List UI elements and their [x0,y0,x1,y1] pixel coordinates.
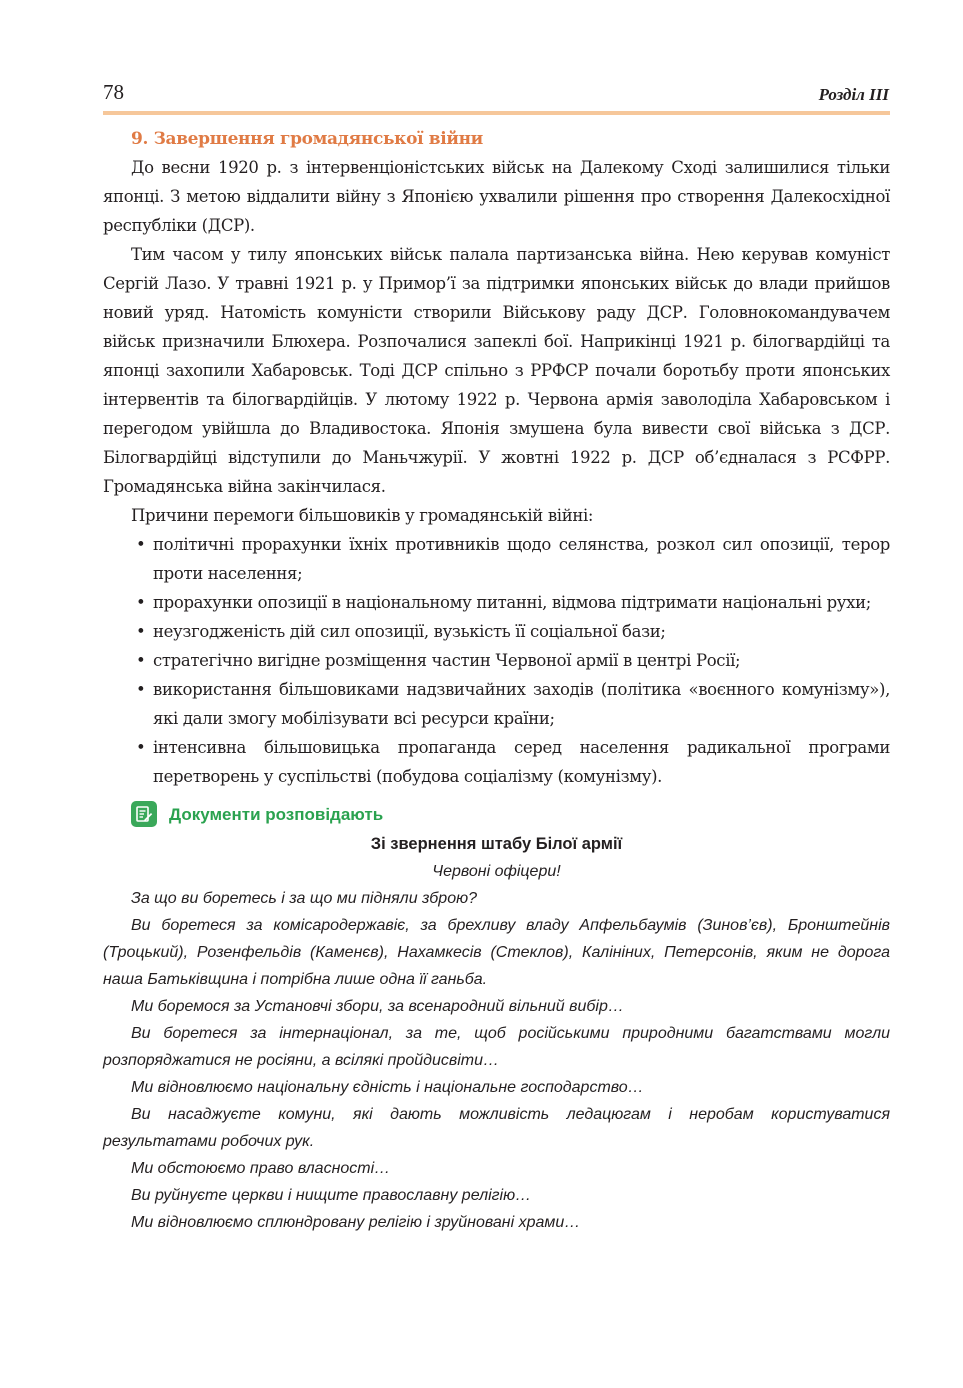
paragraph: До весни 1920 р. з інтервенціоністських військ на Далекому Сході залишилися тільки японці. З метою віддалити війну з Японією ухвалили рішення про створення Далекосхідної республіки (ДСР). [103,158,890,235]
quote-title: Зі звернення штабу Білої армії [370,835,623,853]
paragraph: Тим часом у тилу японських військ палала партизанська війна. Нею керував комуніст Сергій Лазо. У травні 1921 р. у Примор’ї за підтримки японських військ до влади прийшов новий уряд. Натомість комуністи створили Військову раду ДСР. Головнокомандувачем військ призначили Блюхера. Розпочалися запеклі бої. Наприкінці 1921 р. білогвардійці та японці захопили Хабаровськ. Тоді ДСР спільно з РРФСР почали боротьбу проти японських інтервентів та білогвардійців. У лютому 1922 р. Червона армія заволоділа Хабаровськом і перегодом увійшла до Владивостока. Японія змушена була вивести свої війська з ДСР. Білогвардійці відступили до Маньчжурії. У жовтні 1922 р. ДСР об’єдналася з РСФРР. Громадянська війна закінчилася. [103,245,890,496]
bullet-item [103,530,890,588]
bullet-icon: • [136,622,146,641]
bullet-item [103,617,890,646]
bullet-item [103,646,890,675]
bullet-text: неузгодженість дій сил опозиції, вузькість її соціальної бази; [153,622,666,641]
quote-line: Ми боремося за Установчі збори, за всенародний вільний вибір… [131,998,624,1015]
bullet-text: використання більшовиками надзвичайних заходів (політика «воєнного комунізму»), які дали змогу мобілізувати всі ресурси країни; [153,680,890,728]
quote-line: Ми відновлюємо національну єдність і національне господарство… [131,1079,644,1096]
bullet-text: прорахунки опозиції в національному питанні, відмова підтримати національні рухи; [153,593,871,612]
bullet-text: політичні прорахунки їхніх противників щодо селянства, розкол сил опозиції, терор проти населення; [153,535,890,583]
bullet-icon: • [136,738,146,757]
bullet-icon: • [136,593,146,612]
quote-line: Ви насаджуєте комуни, які дають можливість ледацюгам і неробам користуватися результатами робочих рук. [103,1106,890,1150]
bullet-icon: • [136,535,146,554]
page-content [103,126,890,1236]
bullet-item [103,733,890,791]
document-edit-icon [131,801,157,827]
bullet-icon: • [136,680,146,699]
bullet-list [103,530,890,791]
quote-line: Ми відновлюємо сплюндровану релігію і зруйновані храми… [131,1214,581,1231]
quote-line: За що ви боретесь і за що ми підняли зброю? [131,890,478,907]
quote-subtitle: Червоні офіцери! [432,863,561,880]
quote-line: Ви боретеся за інтернаціонал, за те, щоб російськими природними багатствами могли розпоряджатися не росіяни, а всілякі пройдисвіти… [103,1025,890,1069]
paragraph: Причини перемоги більшовиків у громадянській війні: [131,506,594,525]
bullet-icon: • [136,651,146,670]
bullet-text: стратегічно вигідне розміщення частин Червоної армії в центрі Росії; [153,651,741,670]
header-rule [103,111,890,115]
document-quote [103,831,890,1236]
section-label: Розділ III [818,85,889,104]
section-title: 9. Завершення громадянської війни [131,129,483,149]
quote-line: Ви руйнуєте церкви і нищите православну релігію… [131,1187,532,1204]
documents-heading: Документи розповідають [169,804,384,824]
bullet-text: інтенсивна більшовицька пропаганда серед населення радикальної програми перетворень у суспільстві (побудова соціалізму (комунізму). [153,738,890,786]
quote-line: Ви боретеся за комісародержавіє, за брехливу владу Апфельбаумів (Зинов’єв), Бронштейнів (Троцький), Розенфельдів (Каменєв), Нахамкесів (Стеклов), Калініних, Петерсонів, яким не дорога наша Батьківщина і потрібна лише одна її ганьба. [103,917,890,988]
bullet-item [103,675,890,733]
bullet-item [103,588,890,617]
documents-header [131,799,890,829]
quote-line: Ми обстоюємо право власності… [131,1160,391,1177]
page-number: 78 [103,80,124,104]
